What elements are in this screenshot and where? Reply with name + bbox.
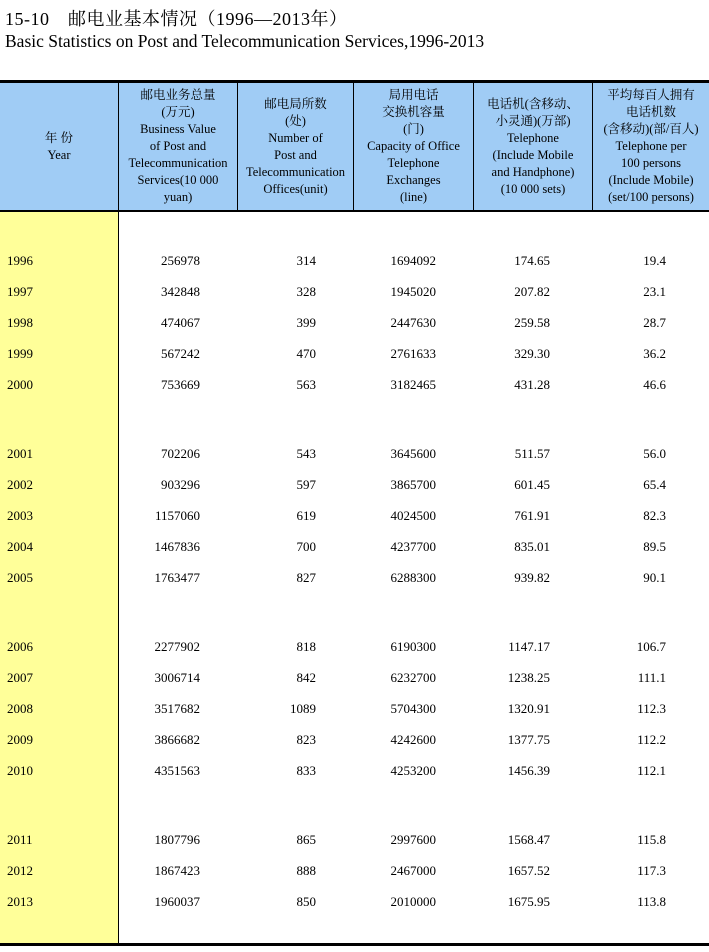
header-line: 小灵通)(万部) <box>495 113 571 128</box>
cell-telephones-per-100: 113.8 <box>637 894 666 909</box>
cell-telephones: 1377.75 <box>507 732 550 747</box>
table-row <box>119 531 709 562</box>
header-line: Number of <box>268 130 323 145</box>
cell-business-value: 3517682 <box>154 701 200 716</box>
year-label: 2008 <box>7 701 33 716</box>
year-label: 2006 <box>7 639 33 654</box>
header-line: 交换机容量 <box>382 105 445 119</box>
cell-exchange-capacity: 2010000 <box>390 894 436 909</box>
row-spacer <box>119 400 709 438</box>
cell-offices: 865 <box>296 832 316 847</box>
table-row <box>119 276 709 307</box>
cell-telephones-per-100: 112.3 <box>637 701 666 716</box>
row-spacer <box>119 212 709 245</box>
table-row <box>119 662 709 693</box>
cell-business-value: 256978 <box>161 253 200 268</box>
cell-telephones-per-100: 89.5 <box>643 539 666 554</box>
header-line: (set/100 persons) <box>608 190 694 204</box>
header-line: Telecommunication <box>245 164 346 179</box>
cell-offices: 700 <box>296 539 316 554</box>
table-body <box>0 212 709 946</box>
cell-exchange-capacity: 6288300 <box>390 570 436 585</box>
cell-exchange-capacity: 4024500 <box>390 508 436 523</box>
cell-offices: 833 <box>296 763 316 778</box>
table-row <box>119 855 709 886</box>
cell-telephones-per-100: 46.6 <box>643 377 666 392</box>
row-spacer <box>0 593 118 631</box>
header-line: 电话机数 <box>625 105 676 119</box>
cell-offices: 328 <box>296 284 316 299</box>
cell-telephones: 1657.52 <box>507 863 550 878</box>
cell-offices: 823 <box>296 732 316 747</box>
header-cell-telephones <box>473 83 592 210</box>
cell-telephones: 1568.47 <box>507 832 550 847</box>
row-spacer <box>119 593 709 631</box>
cell-telephones: 835.01 <box>514 539 550 554</box>
cell-telephones: 511.57 <box>514 446 550 461</box>
header-line: Offices(unit) <box>263 181 328 196</box>
header-line: Post and <box>274 147 317 162</box>
cell-telephones: 1238.25 <box>507 670 550 685</box>
table-row <box>119 369 709 400</box>
table-row <box>119 500 709 531</box>
cell-business-value: 2277902 <box>154 639 200 654</box>
cell-business-value: 4351563 <box>154 763 200 778</box>
header-line: Telephone <box>387 156 440 170</box>
table-row <box>119 886 709 917</box>
cell-business-value: 1867423 <box>154 863 200 878</box>
cell-business-value: 903296 <box>161 477 200 492</box>
cell-exchange-capacity: 4253200 <box>390 763 436 778</box>
cell-telephones-per-100: 112.2 <box>637 732 666 747</box>
header-line: 100 persons <box>620 156 682 170</box>
year-label: 2011 <box>7 832 33 847</box>
cell-telephones-per-100: 28.7 <box>643 315 666 330</box>
cell-business-value: 1763477 <box>154 570 200 585</box>
table-row <box>119 469 709 500</box>
header-line: (门) <box>403 122 424 136</box>
cell-telephones: 174.65 <box>514 253 550 268</box>
table-row <box>119 307 709 338</box>
header-line: Year <box>47 147 71 162</box>
header-line: yuan) <box>163 190 193 204</box>
cell-telephones-per-100: 19.4 <box>643 253 666 268</box>
cell-telephones: 1320.91 <box>507 701 550 716</box>
cell-telephones-per-100: 111.1 <box>637 670 666 685</box>
cell-telephones: 329.30 <box>514 346 550 361</box>
cell-exchange-capacity: 6190300 <box>390 639 436 654</box>
year-label: 2012 <box>7 863 33 878</box>
cell-offices: 563 <box>296 377 316 392</box>
cell-telephones: 939.82 <box>514 570 550 585</box>
year-label: 2005 <box>7 570 33 585</box>
year-label: 2000 <box>7 377 33 392</box>
cell-business-value: 1157060 <box>154 508 200 523</box>
table-row <box>119 724 709 755</box>
table-row <box>119 562 709 593</box>
year-label: 2013 <box>7 894 33 909</box>
cell-telephones-per-100: 65.4 <box>643 477 666 492</box>
cell-exchange-capacity: 2447630 <box>390 315 436 330</box>
data-columns <box>119 212 709 943</box>
cell-telephones-per-100: 82.3 <box>643 508 666 523</box>
cell-telephones-per-100: 23.1 <box>643 284 666 299</box>
header-line: Capacity of Office <box>367 139 460 153</box>
cell-exchange-capacity: 1694092 <box>390 253 436 268</box>
table-title-en: Basic Statistics on Post and Telecommunication Services,1996-2013 <box>5 31 485 51</box>
row-spacer <box>0 786 118 824</box>
header-line: 电话机(含移动、 <box>487 96 579 111</box>
year-label: 2001 <box>7 446 33 461</box>
header-cell-telephones-per-100 <box>592 83 709 210</box>
year-label: 2010 <box>7 763 33 778</box>
header-cell-offices <box>237 83 353 210</box>
cell-offices: 399 <box>296 315 316 330</box>
header-line: 年 份 <box>44 130 74 145</box>
cell-offices: 850 <box>296 894 316 909</box>
cell-offices: 597 <box>296 477 316 492</box>
cell-offices: 543 <box>296 446 316 461</box>
cell-exchange-capacity: 2761633 <box>390 346 436 361</box>
cell-telephones-per-100: 112.1 <box>637 763 666 778</box>
cell-business-value: 1807796 <box>154 832 200 847</box>
cell-offices: 619 <box>296 508 316 523</box>
cell-telephones: 1456.39 <box>507 763 550 778</box>
header-line: (万元) <box>161 105 195 119</box>
header-line: Telephone per <box>615 139 687 153</box>
header-line: 邮电业务总量 <box>140 88 216 102</box>
cell-telephones: 431.28 <box>514 377 550 392</box>
cell-exchange-capacity: 2997600 <box>390 832 436 847</box>
year-label: 1999 <box>7 346 33 361</box>
header-line: 平均每百人拥有 <box>607 88 695 102</box>
cell-exchange-capacity: 1945020 <box>390 284 436 299</box>
header-line: Services(10 000 <box>137 173 219 187</box>
year-label: 1997 <box>7 284 33 299</box>
header-line: Business Value <box>140 122 216 136</box>
row-spacer <box>119 786 709 824</box>
table-row <box>119 631 709 662</box>
year-column <box>0 212 119 943</box>
cell-offices: 818 <box>296 639 316 654</box>
header-line: (10 000 sets) <box>500 181 566 196</box>
header-line: Telecommunication <box>128 156 228 170</box>
cell-exchange-capacity: 5704300 <box>390 701 436 716</box>
year-label: 2007 <box>7 670 33 685</box>
header-line: (含移动)(部/百人) <box>603 122 699 136</box>
table-title-zh: 15-10 邮电业基本情况（1996—2013年） <box>5 9 348 29</box>
header-line: and Handphone) <box>491 164 575 179</box>
header-cell-exchange-capacity <box>353 83 473 210</box>
cell-telephones: 207.82 <box>514 284 550 299</box>
cell-offices: 827 <box>296 570 316 585</box>
cell-telephones-per-100: 56.0 <box>643 446 666 461</box>
cell-telephones: 761.91 <box>514 508 550 523</box>
header-line: 局用电话 <box>388 88 439 102</box>
cell-telephones-per-100: 115.8 <box>637 832 666 847</box>
cell-offices: 842 <box>296 670 316 685</box>
cell-telephones: 601.45 <box>514 477 550 492</box>
cell-business-value: 3866682 <box>154 732 200 747</box>
cell-telephones-per-100: 106.7 <box>636 639 666 654</box>
table-row <box>119 824 709 855</box>
year-label: 2009 <box>7 732 33 747</box>
year-label: 1996 <box>7 253 33 268</box>
year-label: 2003 <box>7 508 33 523</box>
cell-telephones-per-100: 36.2 <box>643 346 666 361</box>
header-line: Telephone <box>507 130 559 145</box>
row-spacer <box>0 400 118 438</box>
table-row <box>119 755 709 786</box>
cell-exchange-capacity: 2467000 <box>390 863 436 878</box>
header-line: (line) <box>399 190 428 204</box>
cell-exchange-capacity: 3865700 <box>390 477 436 492</box>
header-line: 邮电局所数 <box>264 96 327 111</box>
cell-business-value: 702206 <box>161 446 200 461</box>
cell-offices: 888 <box>296 863 316 878</box>
cell-telephones: 1675.95 <box>507 894 550 909</box>
cell-telephones-per-100: 90.1 <box>643 570 666 585</box>
cell-telephones: 1147.17 <box>508 639 550 654</box>
cell-offices: 1089 <box>290 701 316 716</box>
statistics-table <box>0 80 709 946</box>
cell-exchange-capacity: 3645600 <box>390 446 436 461</box>
cell-business-value: 753669 <box>161 377 200 392</box>
cell-telephones: 259.58 <box>514 315 550 330</box>
cell-telephones-per-100: 117.3 <box>637 863 666 878</box>
header-line: (处) <box>285 113 306 128</box>
cell-business-value: 1467836 <box>154 539 200 554</box>
cell-exchange-capacity: 3182465 <box>390 377 436 392</box>
cell-business-value: 3006714 <box>154 670 200 685</box>
cell-exchange-capacity: 6232700 <box>390 670 436 685</box>
cell-offices: 314 <box>296 253 316 268</box>
header-line: (Include Mobile <box>492 147 574 162</box>
cell-offices: 470 <box>296 346 316 361</box>
table-row <box>119 338 709 369</box>
year-label: 2002 <box>7 477 33 492</box>
header-line: of Post and <box>149 139 207 153</box>
table-header-row <box>0 80 709 212</box>
cell-business-value: 567242 <box>161 346 200 361</box>
header-cell-year <box>0 83 118 210</box>
cell-exchange-capacity: 4237700 <box>390 539 436 554</box>
table-row <box>119 693 709 724</box>
cell-business-value: 1960037 <box>154 894 200 909</box>
table-row <box>119 438 709 469</box>
header-cell-business-value <box>118 83 237 210</box>
year-label: 1998 <box>7 315 33 330</box>
year-label: 2004 <box>7 539 33 554</box>
cell-business-value: 474067 <box>161 315 200 330</box>
row-spacer <box>0 212 118 245</box>
cell-exchange-capacity: 4242600 <box>390 732 436 747</box>
table-row <box>119 245 709 276</box>
header-line: (Include Mobile) <box>608 173 694 187</box>
cell-business-value: 342848 <box>161 284 200 299</box>
header-line: Exchanges <box>386 173 441 187</box>
